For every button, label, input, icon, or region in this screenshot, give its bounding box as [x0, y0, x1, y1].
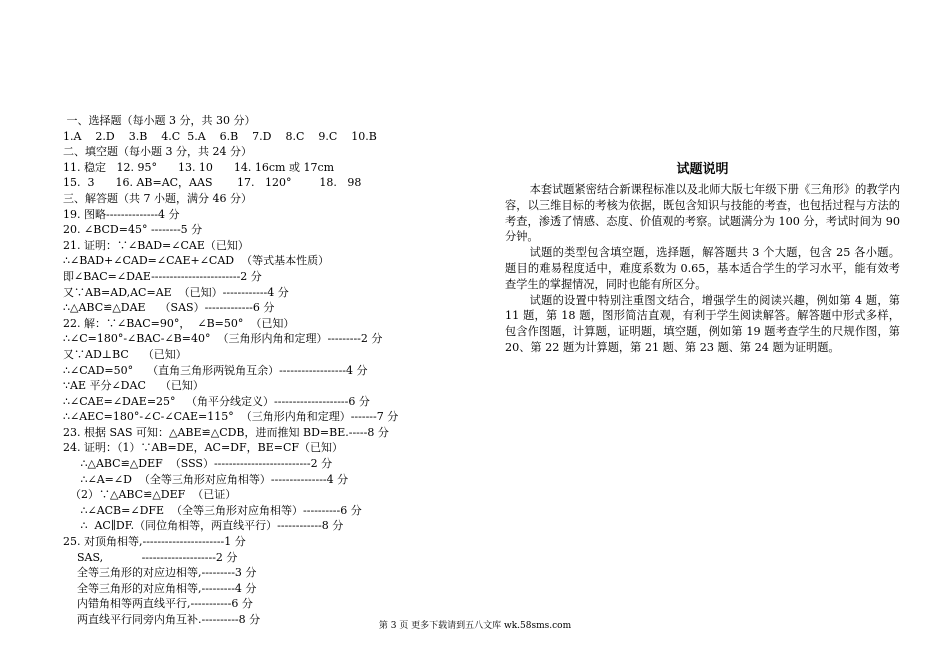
explanation-title: 试题说明: [676, 162, 729, 177]
exam-explanation: [505, 160, 900, 356]
answer-line: ∴∠BAD+∠CAD=∠CAE+∠CAD （等式基本性质）: [63, 254, 330, 268]
answer-line: ∴∠AEC=180°-∠C-∠CAE=115° （三角形内角和定理）-------7 分: [63, 410, 399, 424]
answer-line: 22. 解：∵∠BAC=90°， ∠B=50° （已知）: [63, 316, 295, 330]
answer-line: 21. 证明：∵∠BAD=∠CAE（已知）: [63, 238, 249, 252]
answer-line: 即∠BAC=∠DAE------------------------2 分: [63, 269, 262, 283]
explanation-paragraph-1: 本套试题紧密结合新课程标准以及北师大版七年级下册《三角形》的教学内容，以三维目标的考核为依据，既包含知识与技能的考查，也包括过程与方法的考查，渗透了情感、态度、价值观的考察。试题满分为 100 分，考试时间为 90 分钟。: [505, 183, 900, 244]
answer-line: 又∵AB=AD,AC=AE （已知）------------4 分: [63, 285, 289, 299]
answer-line: 全等三角形的对应角相等,---------4 分: [63, 581, 257, 595]
answer-line: 三、解答题（共 7 小题，满分 46 分）: [63, 191, 252, 205]
answer-line: ∴∠A=∠D （全等三角形对应角相等）---------------4 分: [63, 472, 349, 486]
answer-line: 全等三角形的对应边相等,---------3 分: [63, 566, 257, 580]
answer-line: ∴△ABC≌△DEF （SSS）--------------------------2 分: [63, 457, 333, 471]
answer-line: 两直线平行同旁内角互补.----------8 分: [63, 613, 261, 626]
page-footer: 第 3 页 更多下载请到五八文库 wk.58sms.com: [378, 621, 572, 631]
answer-line: 15. 3 16. AB=AC，AAS 17. 120° 18. 98: [63, 176, 362, 190]
answer-line: 24. 证明：（1）∵AB=DE，AC=DF，BE=CF（已知）: [63, 441, 343, 455]
answer-line: 23. 根据 SAS 可知：△ABE≌△CDB，进而推知 BD=BE.-----8 分: [63, 425, 389, 439]
answer-line: ∴∠ACB=∠DFE （全等三角形对应角相等）----------6 分: [63, 503, 362, 517]
answer-line: ∵AE 平分∠DAC （已知）: [63, 379, 204, 393]
answer-line: 二、填空题（每小题 3 分，共 24 分）: [63, 145, 252, 159]
answer-line: 25. 对顶角相等,----------------------1 分: [63, 535, 246, 549]
answer-line: 又∵AD⊥BC （已知）: [63, 347, 187, 361]
explanation-paragraph-2: 试题的类型包含填空题，选择题，解答题共 3 个大题，包含 25 各小题。题目的难易程度适中，难度系数为 0.65，基本适合学生的学习水平，能有效考查学生的掌握情况，同时也能有所区分。: [505, 246, 900, 291]
answer-line: ∴∠CAE=∠DAE=25° （角平分线定义）--------------------6 分: [63, 394, 370, 408]
answer-key: [63, 113, 463, 628]
answer-line: （2）∵△ABC≌△DEF （已证）: [63, 488, 237, 502]
answer-line: ∴∠CAD=50° （直角三角形两锐角互余）------------------4 分: [63, 363, 368, 377]
answer-line: 19. 图略--------------4 分: [63, 207, 180, 221]
answer-line: 一、选择题（每小题 3 分，共 30 分）: [63, 114, 256, 127]
explanation-paragraph-3: 试题的设置中特别注重图文结合，增强学生的阅读兴趣，例如第 4 题，第 11 题，第 18 题，图形简洁直观，有利于学生阅读解答。解答题中形式多样，包含作图题，计算题，证明题，填空题，例如第 19 题考查学生的尺规作图，第 20、第 22 题为计算题，第 21 题、第 23 题、第 24 题为证明题。: [505, 293, 900, 354]
answer-line: ∴∠C=180°-∠BAC-∠B=40° （三角形内角和定理）---------2 分: [63, 332, 383, 346]
answer-line: SAS, --------------------2 分: [63, 550, 238, 564]
answer-line: 1.A 2.D 3.B 4.C 5.A 6.B 7.D 8.C 9.C 10.B: [63, 129, 377, 143]
answer-line: 11. 稳定 12. 95° 13. 10 14. 16cm 或 17cm: [63, 160, 335, 174]
answer-line: ∴ AC∥DF.（同位角相等，两直线平行）------------8 分: [63, 519, 344, 533]
answer-line: ∴△ABC≌△DAE （SAS）-------------6 分: [63, 301, 275, 315]
answer-line: 20. ∠BCD=45° --------5 分: [63, 223, 203, 237]
answer-line: 内错角相等两直线平行,-----------6 分: [63, 597, 253, 611]
